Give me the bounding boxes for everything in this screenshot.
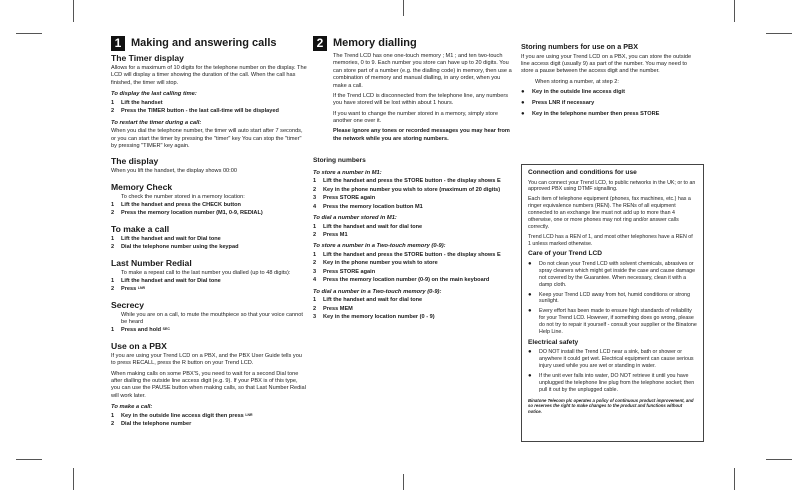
secrecy-intro: While you are on a call, to mute the mouthpiece so that your voice cannot be heard <box>121 311 303 326</box>
step: 2 Press the memory location number (M1, 0-9, REDIAL) <box>111 210 263 217</box>
conditions-box <box>521 164 704 442</box>
crop-mark <box>73 0 74 22</box>
memory-intro-2: If the Trend LCD is disconnected from the telephone line, any numbers you have stored will be lost within about 1 hours. <box>333 92 509 107</box>
display-text: When you lift the handset, the display shows 00:00 <box>111 168 237 175</box>
last-time-heading: To display the last calling time: <box>111 91 197 98</box>
section-memory-dialling <box>313 36 513 322</box>
step: 2 Press MEM <box>313 305 353 312</box>
connection-text-2: Each item of telephone equipment (phones, fax machines, etc.) has a ringer equivalence numbers (REN). The RENs of all equipment connected to an exchange line must not add up to more than 4 otherwise, one or more phones may not ring and/or answer calls correctly. <box>528 196 691 230</box>
pbx-store-text: If you are using your Trend LCD on a PBX, you can store the outside line access digit (usually 9) as part of the number. You may need to store a pause between the access digit and the number. <box>521 53 692 75</box>
restart-heading: To restart the timer during a call: <box>111 119 202 126</box>
redial-intro: To make a repeat call to the last number you dialled (up to 48 digits): <box>121 269 291 276</box>
list-item: ● Do not clean your Trend LCD with solvent chemicals, abrasives or spray cleaners which might get inside the case and cause damage not covered by the Guarantee. When necessary, clean it with a damp cloth. <box>528 261 696 288</box>
crop-mark <box>734 0 735 22</box>
step: 1 Lift the handset and wait for Dial tone <box>111 277 221 284</box>
pbx-text-2: When making calls on some PBX'S, you need to wait for a second Dial tone after dialling the outside line access digit (e.g. 9). If your PBX is of this type, you can use the PAUSE button when making calls, so that Last Number Redial will work later. <box>111 370 306 399</box>
restart-text: When you dial the telephone number, the timer will auto start after 7 seconds, or you can start the timer by pressing the "timer" key You can stop the "timer" by pressing "TIMER" key again. <box>111 128 303 149</box>
step: 4 Press the memory location number (0-9) on the main keyboard <box>313 277 490 284</box>
list-item: ● If the unit ever falls into water, DO NOT retrieve it until you have unplugged the telephone line plug from the telephone socket; then pull it out by the unplugged cable. <box>528 372 695 393</box>
step: 3 Press STORE again <box>313 268 376 275</box>
step: 4 Press the memory location button M1 <box>313 203 423 210</box>
step: 1 Lift the handset and wait for dial tone <box>313 297 423 304</box>
section-number: 2 <box>313 36 327 51</box>
step: 1 Lift the handset and press the CHECK button <box>111 202 241 209</box>
lnr-key-icon: LNR <box>137 286 146 291</box>
step: 3 Key in the memory location number (0 - 9) <box>313 313 435 320</box>
step: 2 Press M1 <box>313 231 348 238</box>
redial-heading: Last Number Redial <box>111 257 192 268</box>
display-heading: The display <box>111 156 159 167</box>
section-title: Memory dialling <box>333 37 417 49</box>
pbx-heading: Use on a PBX <box>111 340 167 351</box>
connection-text-1: You can connect your Trend LCD, to public networks in the UK; or to an approved PBX using DTMF signalling. <box>528 179 696 193</box>
section-title: Making and answering calls <box>131 37 277 49</box>
makecall2-heading: To make a call: <box>111 404 153 411</box>
store-two-heading: To store a number in a Two-touch memory (0-9): <box>313 243 446 250</box>
crop-mark <box>73 468 74 490</box>
memcheck-intro: To check the number stored in a memory location: <box>121 193 245 200</box>
crop-mark <box>16 459 42 460</box>
step: 2 Press LNR <box>111 286 146 293</box>
crop-mark <box>734 468 735 490</box>
crop-mark <box>766 459 792 460</box>
step: 1 Press and hold SEC <box>111 327 170 334</box>
step: 2 Dial the telephone number <box>111 421 192 428</box>
section-making-calls <box>111 36 307 429</box>
crop-mark <box>16 33 42 34</box>
list-item: ● DO NOT install the Trend LCD near a sink, bath or shower or anywhere it could get wet. Electrical equipment can cause serious injury used while you are wet or standing in water. <box>528 349 694 370</box>
step: 3 Press STORE again <box>313 195 376 202</box>
list-item: ● Key in the telephone number then press STORE <box>521 110 660 117</box>
step: 2 Dial the telephone number using the keypad <box>111 244 239 251</box>
sec-key-icon: SEC <box>162 327 170 332</box>
dial-two-heading: To dial a number in a Two-touch memory (0-9): <box>313 288 442 295</box>
care-heading: Care of your Trend LCD <box>528 250 603 258</box>
connection-heading: Connection and conditions for use <box>528 169 637 176</box>
makecall-heading: To make a call <box>111 223 170 234</box>
step: 1 Key in the outside line access digit then press LNR <box>111 412 253 419</box>
connection-text-3: Trend LCD has a REN of 1, and most other telephones have a REN of 1 unless marked otherwise. <box>528 233 693 247</box>
step: 1 Lift the handset <box>111 99 163 106</box>
step: 2 Press the TIMER button - the last call-time will be displayed <box>111 108 279 115</box>
list-item: ● Key in the outside line access digit <box>521 89 625 95</box>
pbx-store-sub: When storing a number, at step 2: <box>535 78 619 85</box>
safety-heading: Electrical safety <box>528 338 579 346</box>
list-item: ● Every effort has been made to ensure high standards of reliability for your Trend LCD. However, if something does go wrong, please do not try to repair it yourself - consult your supplier or the Binatone Help Line. <box>528 308 697 335</box>
pbx-store-heading: Storing numbers for use on a PBX <box>521 42 639 51</box>
step: 1 Lift the handset and wait for Dial tone <box>111 235 221 242</box>
step: 1 Lift the handset and press the STORE button - the display shows E <box>313 178 501 185</box>
timer-heading: The Timer display <box>111 53 184 63</box>
memory-intro-4: Please ignore any tones or recorded messages you may hear from the network while you are storing numbers. <box>333 128 510 142</box>
step: 2 Key in the phone number you wish to store <box>313 260 438 267</box>
list-item: ● Press LNR if necessary <box>521 99 595 106</box>
memory-intro-3: If you want to change the number stored in a memory, simply store another one over it. <box>333 110 498 124</box>
store-m1-heading: To store a number in M1: <box>313 169 382 176</box>
step: 1 Lift the handset and wait for dial tone <box>313 223 423 230</box>
secrecy-heading: Secrecy <box>111 299 144 310</box>
memory-intro-1: The Trend LCD has one one-touch memory ; M1 ; and ten two-touch memories, 0 to 9. Each number you store can have up to 20 digits. You can store part of a number (e.g. the dialling code) in memory, then use a combination of memory and manual dialling, in any order, when you make a call. <box>333 53 512 89</box>
footer-note: Binatone Telecom plc operates a policy of continuous product improvement, and so reserves the right to make changes to the product and functions without notice. <box>528 397 694 414</box>
list-item: ● Keep your Trend LCD away from hot, humid conditions or strong sunlight. <box>528 291 691 305</box>
section-pbx-storing <box>521 42 701 122</box>
lnr-key-icon: LNR <box>245 412 253 417</box>
step: 2 Key in the phone number you wish to store (maximum of 20 digits) <box>313 186 501 193</box>
crop-mark <box>403 474 404 490</box>
timer-intro: Allows for a maximum of 10 digits for the telephone number on the display. The LCD will display a timer showing the duration of the call. When the call has finished, the timer will stop. <box>111 65 307 86</box>
memcheck-heading: Memory Check <box>111 181 173 192</box>
step: 1 Lift the handset and press the STORE button - the display shows E <box>313 252 501 258</box>
pbx-text-1: If you are using your Trend LCD on a PBX, and the PBX User Guide tells you to press RECALL, press the R button on your Trend LCD. <box>111 352 302 367</box>
crop-mark <box>766 33 792 34</box>
section-number: 1 <box>111 36 125 51</box>
storing-heading: Storing numbers <box>313 157 366 165</box>
dial-m1-heading: To dial a number stored in M1: <box>313 214 397 221</box>
crop-mark <box>403 0 404 16</box>
